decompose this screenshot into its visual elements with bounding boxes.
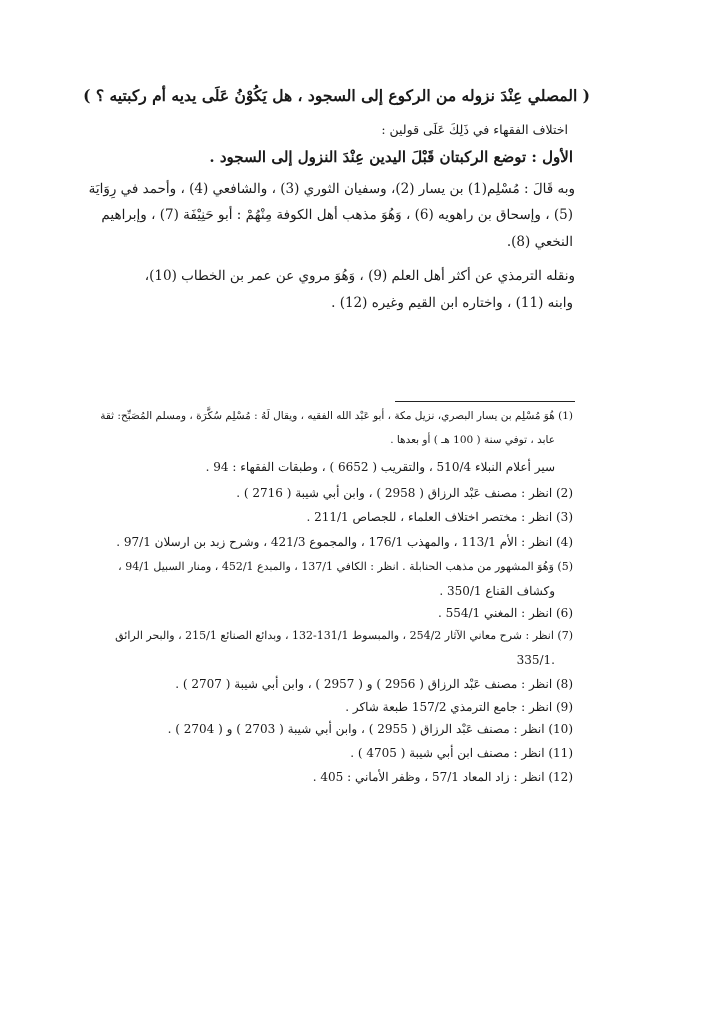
footnote-11: (11) انظر : مصنف ابن أبي شيبة ( 4705 ) . bbox=[350, 746, 573, 760]
footnote-8: (8) انظر : مصنف عَبْد الرزاق ( 2956 ) و ( 2957 ) ، وابن أبي شيبة ( 2707 ) . bbox=[175, 677, 573, 691]
footnote-7: (7) انظر : شرح معاني الآثار 254/2 ، والمبسوط 131/1-132 ، وبدائع الصنائع 215/1 ، والبحر الرائق bbox=[115, 629, 573, 642]
section-heading: ( المصلي عِنْدَ نزوله من الركوع إلى السجود ، هل يَكُوْنُ عَلَى يديه أم ركبتيه ؟ ) bbox=[83, 86, 590, 105]
footnote-1: (1) هُوَ مُسْلِم بن يسار البصري، نزيل مكة ، أبو عَبْد الله الفقيه ، ويقال لَهُ : مُسْلِم سُكَّرَة ، ومسلم المُصَبِّح: ثقة bbox=[100, 410, 573, 422]
footnote-10: (10) انظر : مصنف عَبْد الرزاق ( 2955 ) ، وابن أبي شيبة ( 2703 ) و ( 2704 ) . bbox=[167, 722, 573, 736]
footnote-7-continued: 335/1. bbox=[516, 653, 555, 667]
body-line-3: النخعي (8). bbox=[506, 234, 573, 250]
body-line-4: ونقله الترمذي عن أكثر أهل العلم (9) ، وَهُوَ مروي عن عمر بن الخطاب (10)، bbox=[144, 268, 575, 284]
body-line-2: (5) ، وإسحاق بن راهويه (6) ، وَهُوَ مذهب أهل الكوفة مِنْهُمْ : أبو حَنِيْفَة (7) ، وإبراهيم bbox=[101, 207, 573, 223]
footnote-separator bbox=[395, 401, 575, 402]
footnote-6: (6) انظر : المغني 554/1 . bbox=[437, 606, 573, 620]
footnote-9: (9) انظر : جامع الترمذي 157/2 طبعة شاكر . bbox=[345, 700, 573, 714]
body-line-5: وابنه (11) ، واختاره ابن القيم وغيره (12) . bbox=[331, 295, 573, 311]
footnote-3: (3) انظر : مختصر اختلاف العلماء ، للجصاص 211/1 . bbox=[306, 510, 573, 524]
footnote-5: (5) وَهُوَ المشهور من مذهب الحنابلة . انظر : الكافي 137/1 ، والمبدع 452/1 ، ومنار السبيل 94/1 ، bbox=[118, 560, 573, 573]
body-line-1: وبه قَالَ : مُسْلِم(1) بن يسار (2)، وسفيان الثوري (3) ، والشافعي (4) ، وأحمد في رِوَايَة bbox=[88, 181, 575, 197]
footnote-4: (4) انظر : الأم 113/1 ، والمهذب 176/1 ، والمجموع 421/3 ، وشرح زبد بن ارسلان 97/1 . bbox=[116, 535, 573, 549]
footnote-5-continued: وكشاف القناع 350/1 . bbox=[439, 584, 555, 598]
subheading: اختلاف الفقهاء في ذَلِكَ عَلَى قولين : bbox=[381, 122, 568, 137]
footnote-12: (12) انظر : زاد المعاد 57/1 ، وظفر الأماني : 405 . bbox=[312, 770, 573, 784]
footnote-1-continued: عابد ، توفي سنة ( 100 هـ ) أو بعدها . bbox=[390, 434, 555, 446]
first-opinion-heading: الأول : توضع الركبتان قَبْلَ اليدين عِنْدَ النزول إلى السجود . bbox=[209, 148, 573, 166]
footnote-1-sources: سير أعلام النبلاء 510/4 ، والتقريب ( 6652 ) ، وطبقات الفقهاء : 94 . bbox=[205, 460, 555, 474]
footnote-2: (2) انظر : مصنف عَبْد الرزاق ( 2958 ) ، وابن أبي شيبة ( 2716 ) . bbox=[236, 486, 573, 500]
